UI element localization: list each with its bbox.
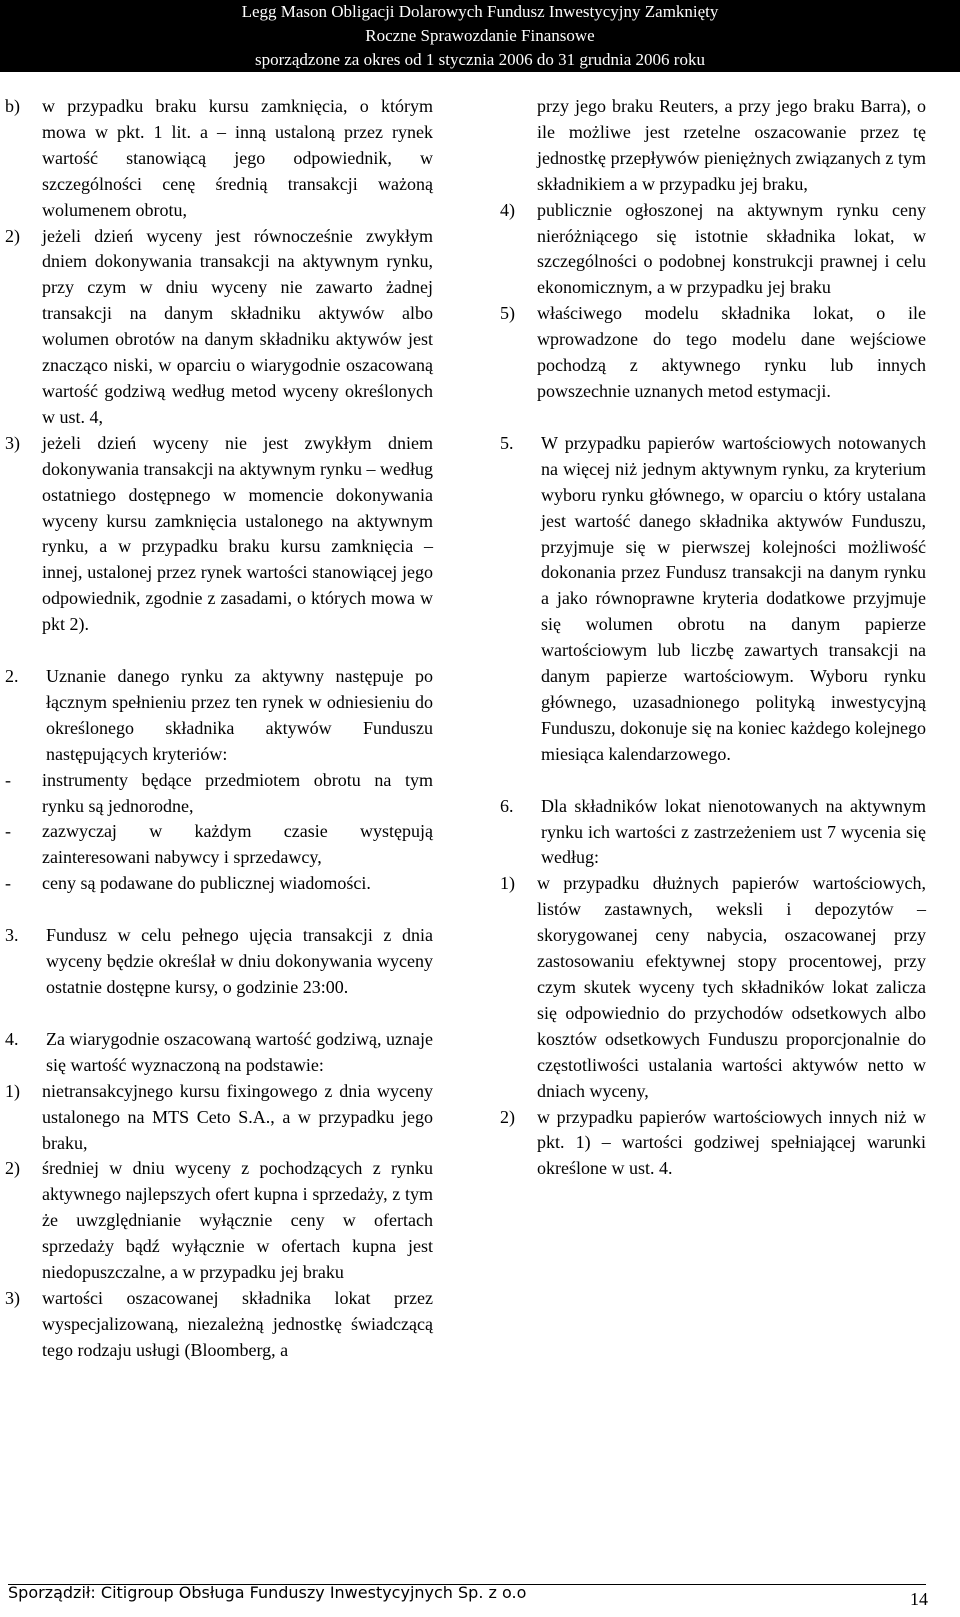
list-item — [5, 871, 433, 897]
section-number: 5. — [500, 432, 514, 453]
list-item — [5, 768, 433, 820]
item-text: jeżeli dzień wyceny jest równocześnie zwykłym dniem dokonywania transakcji na aktywnym rynku, przy czym w dniu wyceny nie zawarto żadnej transakcji na danym składniku aktywów albo wolumen obrotów na danym składniku aktywów jest znacząco niski, w oparciu o wiarygodnie oszacowaną wartość godziwą według metod wyceny określonych w ust. 4, — [42, 225, 433, 427]
section-number: 4. — [5, 1028, 19, 1049]
item-label: 3) — [5, 1287, 20, 1308]
item-label: 5) — [500, 303, 515, 324]
header-period: sporządzone za okres od 1 stycznia 2006 do 31 grudnia 2006 roku — [255, 50, 705, 69]
list-item — [5, 224, 433, 431]
item-text: publicznie ogłoszonej na aktywnym rynku ceny nieróżniącego się istotnie składnika lokat, w szczególności o podobnej konstrukcji prawnej i celu ekonomicznym, a w przypadku jej braku — [537, 199, 926, 298]
list-item — [500, 1105, 926, 1183]
item-text: w przypadku papierów wartościowych innych niż w pkt. 1) – wartości godziwej spełniającej warunki określone w ust. 4. — [537, 1106, 926, 1179]
page-footer — [8, 1576, 928, 1609]
list-item — [5, 431, 433, 638]
section-paragraph — [500, 431, 926, 768]
item-label: - — [5, 873, 11, 894]
item-text: nietransakcyjnego kursu fixingowego z dnia wyceny ustalonego na MTS Ceto S.A., a w przypadku jego braku, — [42, 1080, 433, 1153]
item-text: średniej w dniu wyceny z pochodzących z rynku aktywnego najlepszych ofert kupna i sprzedaży, z tym że uwzględnianie wyłącznie ceny w ofertach sprzedaży bądź wyłącznie w ofertach kupna jest niedopuszczalne, a w przypadku jej braku — [42, 1158, 433, 1283]
page-number: 14 — [910, 1589, 928, 1609]
section-paragraph — [500, 794, 926, 872]
section-paragraph — [5, 664, 433, 768]
item-label: - — [5, 769, 11, 790]
item-text: instrumenty będące przedmiotem obrotu na tym rynku są jednorodne, — [42, 769, 433, 816]
list-item-continuation — [500, 94, 926, 198]
section-number: 2. — [5, 666, 19, 687]
list-item — [500, 198, 926, 302]
item-label: 2) — [5, 1158, 20, 1179]
item-label: b) — [5, 96, 20, 116]
section-text: Fundusz w celu pełnego ujęcia transakcji z dnia wyceny będzie określał w dniu dokonywania wyceny ostatnie dostępne kursy, o godzinie 23:00. — [46, 925, 433, 997]
list-item — [500, 871, 926, 1104]
section-number: 3. — [5, 925, 19, 946]
footer-prepared-by: Sporządził: Citigroup Obsługa Funduszy Inwestycyjnych Sp. z o.o — [8, 1583, 527, 1602]
section-number: 6. — [500, 795, 514, 816]
item-label: - — [5, 821, 11, 842]
section-text: Uznanie danego rynku za aktywny następuje po łącznym spełnieniu przez ten rynek w odniesieniu do określonego składnika aktywów Funduszu następujących kryteriów: — [46, 666, 433, 764]
list-item — [5, 819, 433, 871]
right-column — [500, 94, 926, 1182]
header-report-title: Roczne Sprawozdanie Finansowe — [365, 26, 595, 45]
list-item — [500, 301, 926, 405]
section-text: Dla składników lokat nienotowanych na aktywnym rynku ich wartości z zastrzeżeniem ust 7 wycenia się według: — [541, 795, 926, 868]
list-item — [5, 1079, 433, 1157]
header-fund-name: Legg Mason Obligacji Dolarowych Fundusz Inwestycyjny Zamknięty — [241, 2, 719, 21]
item-text: w przypadku braku kursu zamknięcia, o którym mowa w pkt. 1 lit. a – inną ustaloną przez rynek wartość stanowiącą jego odpowiednik, w szczególności cenę średnią transakcji ważoną wolumenem obrotu, — [42, 96, 433, 220]
section-paragraph — [5, 1027, 433, 1079]
item-label: 1) — [500, 873, 515, 894]
item-label: 4) — [500, 199, 515, 220]
item-label: 1) — [5, 1080, 20, 1101]
item-text: jeżeli dzień wyceny nie jest zwykłym dniem dokonywania transakcji na aktywnym rynku – według ostatniego dostępnego w momencie dokonywania wyceny kursu zamknięcia ustalonego na aktywnym rynku, a w przypadku braku kursu zamknięcia – innej, ustalonej przez rynek wartości stanowiącej jego odpowiednik, zgodnie z zasadami, o których mowa w pkt 2). — [42, 432, 433, 635]
item-text: w przypadku dłużnych papierów wartościowych, listów zastawnych, weksli i depozytów – skorygowanej ceny nabycia, oszacowanej przy zastosowaniu efektywnej stopy procentowej, przy czym skutek wyceny tych składników lokat zalicza się odpowiednio do przychodów odsetkowych albo kosztów odsetkowych Funduszu proporcjonalnie do częstotliwości ustalania wartości aktywów netto w dniach wyceny, — [537, 873, 926, 1101]
section-text: W przypadku papierów wartościowych notowanych na więcej niż jednym aktywnym rynku, za kryterium wyboru rynku głównego, w oparciu o który ustalana jest wartość danego składnika aktywów Funduszu, przyjmuje się w pierwszej kolejności możliwość dokonania przez Fundusz transakcji na danym rynku a jako równoprawne kryteria dodatkowe przyjmuje się wolumen obrotu na danym papierze wartościowym lub liczbę zawartych transakcji na danym papierze wartościowym. Wyboru rynku głównego, uzasadnionego polityką inwestycyjną Funduszu, dokonuje się na koniec każdego kolejnego miesiąca kalendarzowego. — [541, 432, 926, 764]
list-item — [5, 94, 433, 224]
document-header — [0, 0, 960, 72]
item-text: przy jego braku Reuters, a przy jego braku Barra), o ile możliwe jest rzetelne oszacowanie przez tę jednostkę przepływów pieniężnych związanych z tym składnikiem a w przypadku jej braku, — [537, 96, 926, 194]
section-paragraph — [5, 923, 433, 1001]
item-label: 2) — [5, 225, 20, 246]
left-column — [5, 94, 433, 1364]
item-label: 3) — [5, 432, 20, 453]
item-text: ceny są podawane do publicznej wiadomości. — [42, 873, 371, 894]
list-item — [5, 1286, 433, 1364]
list-item — [5, 1156, 433, 1286]
item-text: właściwego modelu składnika lokat, o ile wprowadzone do tego modelu dane wejściowe pochodzą z aktywnego rynku lub innych powszechnie uznanych metod estymacji. — [537, 303, 926, 401]
section-text: Za wiarygodnie oszacowaną wartość godziwą, uznaje się wartość wyznaczoną na podstawie: — [46, 1028, 433, 1075]
item-text: wartości oszacowanej składnika lokat przez wyspecjalizowaną, niezależną jednostkę świadczącą tego rodzaju usługi (Bloomberg, a — [42, 1287, 433, 1360]
item-text: zazwyczaj w każdym czasie występują zainteresowani nabywcy i sprzedawcy, — [42, 821, 433, 868]
item-label: 2) — [500, 1106, 515, 1127]
